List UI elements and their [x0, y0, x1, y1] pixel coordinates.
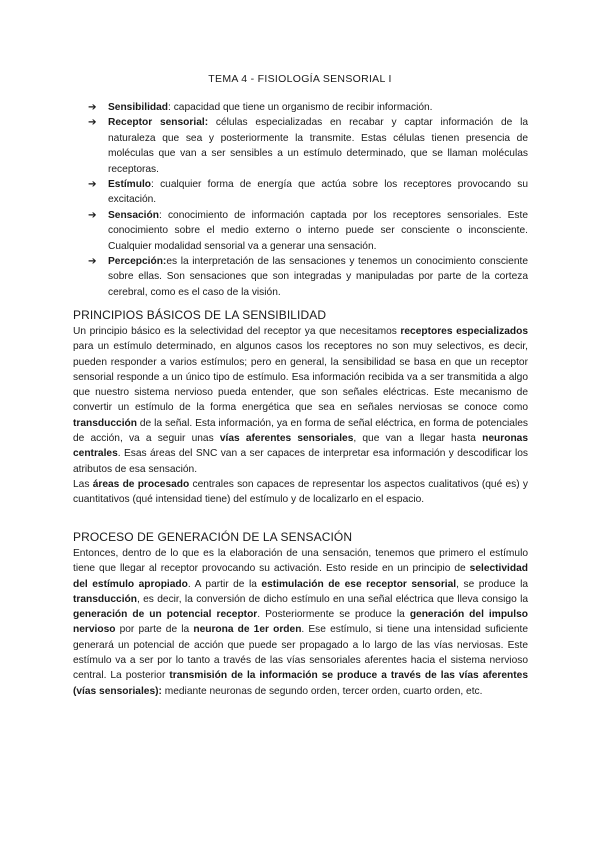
text-run: de la señal. Esta información, ya en forma de señal eléctrica, en forma de potenciales de acción, va a seguir unas — [73, 417, 528, 445]
bold-text: neuronas centrales — [73, 433, 528, 460]
section-heading: PRINCIPIOS BÁSICOS DE LA SENSIBILIDAD — [73, 308, 327, 322]
text-run: . Esas áreas del SNC van a ser capaces de interpretar esa información y descodificar los atributos de esa sensación. — [73, 448, 528, 475]
definition-item — [88, 115, 528, 177]
bold-text: selectividad del estímulo apropiado — [73, 563, 528, 590]
document-title: TEMA 4 - FISIOLOGÍA SENSORIAL I — [208, 73, 392, 85]
bold-text: transmisión de la información se produce a través de las vías aferentes (vías sensoriales): — [73, 670, 528, 697]
definition-term: Estímulo — [108, 179, 152, 191]
right-arrow-icon: ➔ — [88, 102, 97, 113]
text-run: . Ese estímulo, si tiene una intensidad suficiente generará un potencial de acción que puede ser propagado a lo largo de las vías nerviosas. Este estímulo va a ser por lo tanto a través de las vías sensoriales aferentes hacia el sistema nervioso central. La posterior — [73, 624, 528, 682]
definition-item — [88, 208, 528, 254]
bold-text: transducción — [73, 417, 137, 429]
text-run: por parte de la — [115, 624, 194, 636]
bold-text: receptores especializados — [400, 326, 528, 337]
text-run: para un estímulo determinado, en algunos casos los receptores no son muy selectivos, es decir, pueden responder a varios estímulos; pero en general, la sensibilidad se basa en que un receptor sensorial responde a un único tipo de estímulo. Esa información recibida va a ser transmitida a algo que nuestro sistema nervioso pueda entender, que son señales eléctricas. Este mecanismo de convertir un estímulo de la forma energética que sea en señales nerviosas se conoce como — [73, 341, 528, 414]
right-arrow-icon: ➔ — [88, 256, 97, 268]
right-arrow-icon: ➔ — [88, 209, 97, 221]
text-run: Las — [73, 478, 93, 490]
text-run: centrales son capaces de representar los aspectos cualitativos (qué es) y cuantitativos (qué intensidad tiene) del estímulo y de localizarlo en el espacio. — [73, 478, 528, 506]
section-heading: PROCESO DE GENERACIÓN DE LA SENSACIÓN — [73, 530, 353, 544]
section-principios — [73, 307, 528, 508]
text-run: , se produce la — [456, 578, 529, 590]
definition-text: cualquier forma de energía que actúa sobre los receptores provocando su excitación. — [108, 179, 528, 206]
bold-text: estimulación de ese receptor sensorial — [261, 578, 457, 590]
paragraph — [73, 324, 528, 477]
bold-text: transducción — [73, 593, 137, 605]
definition-separator: : — [151, 179, 154, 191]
definition-term: Percepción: — [108, 256, 167, 268]
text-run: . A partir de la — [187, 578, 262, 590]
definition-term: Sensibilidad — [108, 102, 169, 113]
paragraph — [73, 546, 528, 699]
definitions-list — [88, 100, 528, 300]
definition-term: Receptor sensorial: — [108, 117, 209, 129]
definition-item — [88, 254, 528, 300]
text-run: , es decir, la conversión de dicho estímulo en una señal eléctrica que lleva consigo la — [136, 593, 528, 605]
bold-text: generación del impulso nervioso — [73, 609, 528, 636]
definition-text: conocimiento de información captada por los receptores sensoriales. Este conocimiento sobre el medio externo o interno puede ser consciente o inconsciente. Cualquier modalidad sensorial va a generar una sensación. — [108, 209, 528, 252]
bold-text: vías aferentes sensoriales — [219, 433, 354, 445]
text-run: , que van a llegar hasta — [353, 433, 483, 445]
text-run: Entonces, dentro de lo que es la elaboración de una sensación, tenemos que primero el estímulo tiene que llegar al receptor provocando su activación. Esto reside en un principio de — [73, 548, 528, 575]
definition-separator: : — [168, 102, 171, 113]
definition-separator: : — [158, 209, 162, 221]
bold-text: neurona de 1er orden — [193, 624, 302, 636]
definition-item — [88, 177, 528, 208]
right-arrow-icon: ➔ — [88, 117, 97, 129]
section-proceso — [73, 529, 528, 699]
bold-text: generación de un potencial receptor — [73, 609, 258, 621]
text-run: mediante neuronas de segundo orden, tercer orden, cuarto orden, etc. — [161, 685, 483, 697]
definition-text: es la interpretación de las sensaciones y tenemos un conocimiento consciente sobre ellas. Son sensaciones que son integradas y manipuladas por parte de la corteza cerebral, como es el caso de la visión. — [108, 256, 528, 298]
definition-text: capacidad que tiene un organismo de recibir información. — [170, 102, 433, 113]
right-arrow-icon: ➔ — [88, 179, 97, 191]
paragraph — [73, 477, 528, 508]
definition-item — [88, 100, 528, 115]
definition-text: células especializadas en recabar y captar información de la naturaleza que sea y posteriormente la transmite. Estas células tienen presencia de moléculas que van a ser sensibles a un estímulo determinado, que se llaman moléculas receptoras. — [108, 117, 528, 175]
text-run: . Posteriormente se produce la — [257, 609, 410, 621]
definition-term: Sensación — [108, 209, 159, 221]
bold-text: áreas de procesado — [92, 478, 190, 490]
text-run: Un principio básico es la selectividad del receptor ya que necesitamos — [73, 326, 401, 337]
